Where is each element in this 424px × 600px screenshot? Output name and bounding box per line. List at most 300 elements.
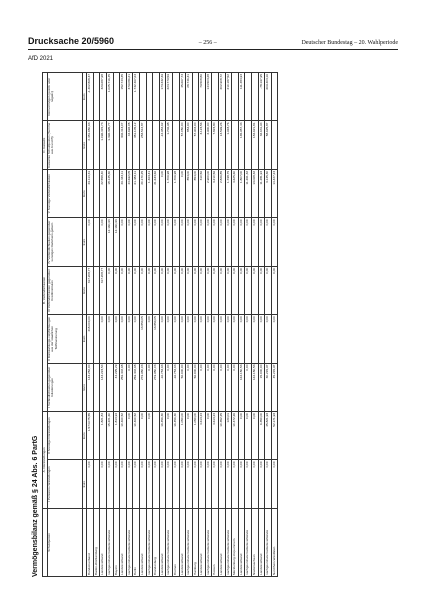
- table-cell: [106, 363, 113, 411]
- table-cell: -1.402.868,37: [87, 73, 94, 122]
- column-header: IV Verbindlichkeiten gegenüber sonstigen Darlehens-gebern: [47, 218, 82, 266]
- row-label: Hessen: [212, 508, 219, 576]
- table-cell: 120,01: [225, 411, 232, 459]
- column-header: III Verbindlichkeiten gegenüber Kreditinstituten: [47, 266, 82, 314]
- table-cell: 0,00: [139, 411, 146, 459]
- table-row: [133, 73, 140, 577]
- table-cell: 56.000,00: [192, 363, 199, 411]
- table-cell: 0,00: [212, 218, 219, 266]
- table-cell: 45.215,97: [271, 363, 278, 411]
- table-cell: [232, 121, 239, 169]
- table-cell: 1.706,98: [166, 169, 173, 217]
- table-cell: [153, 121, 160, 169]
- table-cell: 0,00: [219, 266, 226, 314]
- table-cell: 111.483,93: [238, 73, 245, 122]
- table-cell: [245, 73, 252, 122]
- table-cell: 854,00: [186, 169, 193, 217]
- unit-cell: Euro: [82, 73, 87, 122]
- column-header: V Sonstige Verbindlichkeiten: [47, 169, 82, 217]
- table-cell: 0,00: [159, 169, 166, 217]
- table-cell: 0,00: [199, 218, 206, 266]
- table-cell: [212, 73, 219, 122]
- table-cell: 4.613,24: [199, 411, 206, 459]
- column-header: Gesamte Schuldposten (Summe aus A und B): [47, 121, 82, 169]
- column-header: Schuldposten: [47, 508, 82, 576]
- table-cell: 0,00: [166, 315, 173, 363]
- table-cell: 32.631,94: [258, 121, 265, 169]
- table-cell: [271, 121, 278, 169]
- row-label: Landesverband: [199, 508, 206, 576]
- row-label: Niedersachsen: [252, 508, 259, 576]
- row-label: Bundesverband: [87, 508, 94, 576]
- table-row: [120, 73, 127, 577]
- row-label: nachgeordnete Gebietsverbände: [245, 508, 252, 576]
- table-row: [87, 73, 94, 577]
- table-cell: 223.779,59: [166, 73, 173, 122]
- row-label: Berlin: [133, 508, 140, 576]
- table-cell: 1.396.395,77: [106, 121, 113, 169]
- unit-cell: Euro: [82, 266, 87, 314]
- table-cell: 10.352,25: [219, 411, 226, 459]
- table-cell: 0,00: [225, 363, 232, 411]
- row-label: Mecklenburg-Vorpommern: [232, 508, 239, 576]
- table-cell: 0,00: [87, 460, 94, 508]
- table-cell: 0,00: [258, 460, 265, 508]
- table-cell: 351.105,12: [133, 121, 140, 169]
- table-cell: 0,00: [166, 266, 173, 314]
- table-cell: 0,00: [153, 266, 160, 314]
- table-cell: 1.813,94: [113, 411, 120, 459]
- row-label: Bayern: [113, 508, 120, 576]
- table-cell: 0,00: [232, 363, 239, 411]
- table-row: [219, 73, 226, 577]
- table-cell: 0,00: [232, 315, 239, 363]
- column-header: I Pensions-rückstellungen: [47, 460, 82, 508]
- table-cell: 0,00: [126, 363, 133, 411]
- table-row: [199, 73, 206, 577]
- row-label: nachgeordnete Gebietsverbände: [186, 508, 193, 576]
- table-cell: 0,00: [133, 460, 140, 508]
- table-cell: [172, 121, 179, 169]
- table-cell: 259.402,68: [133, 363, 140, 411]
- table-cell: 0,00: [146, 460, 153, 508]
- table-cell: 0,00: [172, 315, 179, 363]
- unit-cell: Euro: [82, 121, 87, 169]
- table-cell: [146, 73, 153, 122]
- table-cell: 0,00: [238, 218, 245, 266]
- table-cell: 10.460,52: [133, 411, 140, 459]
- table-cell: 57.904,00: [192, 121, 199, 169]
- table-cell: 0,00: [258, 266, 265, 314]
- row-label: Hamburg: [192, 508, 199, 576]
- table-cell: 3.210,56: [212, 169, 219, 217]
- unit-cell: Euro: [82, 363, 87, 411]
- unit-cell: Euro: [82, 460, 87, 508]
- table-cell: 0,00: [238, 411, 245, 459]
- table-cell: 79.508,86: [199, 73, 206, 122]
- row-label: nachgeordnete Gebietsverbände: [225, 508, 232, 576]
- header-rule: [28, 49, 398, 50]
- table-cell: 44.692,05: [126, 169, 133, 217]
- unit-cell: Euro: [82, 169, 87, 217]
- row-label: Baden-Württemberg: [93, 508, 100, 576]
- table-cell: 0,00: [252, 315, 259, 363]
- row-label: Landesverband: [238, 508, 245, 576]
- table-cell: 164.150,53: [238, 363, 245, 411]
- row-label: Landesverband: [219, 508, 226, 576]
- table-cell: 0,00: [271, 460, 278, 508]
- table-cell: 0,00: [153, 460, 160, 508]
- row-label: nachgeordnete Gebietsverbände: [146, 508, 153, 576]
- table-cell: 0,00: [120, 266, 127, 314]
- balance-sheet-table: [42, 72, 278, 577]
- table-cell: 0,00: [238, 460, 245, 508]
- table-cell: 0,00: [232, 218, 239, 266]
- table-cell: 0,00: [159, 218, 166, 266]
- table-cell: 0,00: [205, 460, 212, 508]
- table-cell: [93, 169, 100, 217]
- table-cell: 152.743,35: [120, 73, 127, 122]
- table-cell: 609.403,16: [265, 73, 272, 122]
- table-cell: 0,00: [159, 315, 166, 363]
- table-cell: [113, 121, 120, 169]
- table-cell: 0,00: [199, 460, 206, 508]
- column-header: I Verbindlichkeiten gegenüber Gliederungen: [47, 363, 82, 411]
- table-cell: 0,00: [100, 218, 107, 266]
- table-cell: 0,00: [133, 315, 140, 363]
- table-cell: [139, 73, 146, 122]
- table-row: [153, 73, 160, 577]
- table-row: [146, 73, 153, 577]
- table-cell: 0,00: [192, 218, 199, 266]
- table-cell: 2.900,00: [205, 121, 212, 169]
- table-cell: 0,00: [258, 315, 265, 363]
- table-cell: 3.123,56: [199, 121, 206, 169]
- table-cell: 0,00: [179, 266, 186, 314]
- column-header: II Sonstige Rückstellungen: [47, 411, 82, 459]
- table-cell: 279.950,03: [153, 363, 160, 411]
- table-cell: 0,00: [106, 266, 113, 314]
- table-cell: 0,00: [245, 411, 252, 459]
- table-cell: 0,00: [126, 460, 133, 508]
- rotated-table: [30, 72, 398, 577]
- table-cell: 0,00: [271, 315, 278, 363]
- table-cell: 379.086,21: [126, 73, 133, 122]
- table-cell: 279.950,03: [139, 363, 146, 411]
- table-row: [93, 73, 100, 577]
- table-cell: 143.252,00: [87, 363, 94, 411]
- table-cell: 1.706,98: [172, 169, 179, 217]
- table-row: [106, 73, 113, 577]
- table-cell: 0,00: [120, 218, 127, 266]
- table-cell: 13.599,26: [219, 121, 226, 169]
- table-cell: [93, 266, 100, 314]
- table-cell: 29.114,31: [87, 169, 94, 217]
- row-label: Nordrhein-Westfalen: [271, 508, 278, 576]
- table-cell: 0,00: [245, 218, 252, 266]
- table-cell: 10.460,52: [120, 411, 127, 459]
- column-header-row: [47, 73, 82, 577]
- table-cell: 0,00: [146, 315, 153, 363]
- table-cell: 2.481.650,63: [87, 121, 94, 169]
- table-cell: 4.625,60: [232, 169, 239, 217]
- unit-cell: Euro: [82, 411, 87, 459]
- table-cell: 4.613,24: [212, 411, 219, 459]
- table-cell: 15.000,00: [258, 363, 265, 411]
- table-cell: 0,00: [245, 266, 252, 314]
- table-cell: 0,00: [192, 266, 199, 314]
- table-row: [113, 73, 120, 577]
- table-cell: 15.221,60: [106, 411, 113, 459]
- table-cell: 0,00: [245, 363, 252, 411]
- table-cell: 0,00: [271, 218, 278, 266]
- table-cell: [93, 315, 100, 363]
- group-header: C. Gesamt: [43, 121, 48, 169]
- table-cell: 0,00: [166, 460, 173, 508]
- table-cell: 1.807,00: [238, 169, 245, 217]
- table-cell: 1.821,84: [100, 411, 107, 459]
- table-row: [265, 73, 272, 577]
- table-cell: 10.472,26: [232, 411, 239, 459]
- table-cell: 57.050,00: [179, 121, 186, 169]
- table-cell: 0,00: [120, 460, 127, 508]
- table-cell: 202.908,72: [219, 73, 226, 122]
- row-label: Brandenburg: [153, 508, 160, 576]
- table-row: [212, 73, 219, 577]
- table-cell: [153, 73, 160, 122]
- table-cell: 306.413,07: [120, 121, 127, 169]
- table-cell: 6.350,00: [258, 411, 265, 459]
- table-cell: 26.443,11: [120, 169, 127, 217]
- table-cell: 12.160,93: [113, 218, 120, 266]
- table-cell: 0,00: [186, 411, 193, 459]
- row-label: Landesverband: [258, 508, 265, 576]
- table-cell: 56.000,00: [179, 363, 186, 411]
- table-cell: 0,00: [205, 266, 212, 314]
- row-label: Landesverband: [100, 508, 107, 576]
- table-cell: 0,00: [219, 218, 226, 266]
- table-cell: 58.625,87: [265, 121, 272, 169]
- row-label: Bremen: [172, 508, 179, 576]
- table-cell: 418.000,00: [87, 315, 94, 363]
- table-cell: 0,00: [146, 411, 153, 459]
- table-cell: 1.574.075,55: [87, 411, 94, 459]
- table-cell: 1.706,98: [166, 121, 173, 169]
- table-cell: 0,00: [186, 315, 193, 363]
- table-row: [166, 73, 173, 577]
- table-cell: 18.145,30: [106, 169, 113, 217]
- table-cell: 1.463,41: [146, 169, 153, 217]
- table-cell: [93, 121, 100, 169]
- table-cell: [93, 460, 100, 508]
- table-cell: 1.732.467,63: [133, 73, 140, 122]
- table-cell: 0,00: [258, 218, 265, 266]
- table-cell: 0,00: [192, 315, 199, 363]
- table-cell: 1.918,76: [225, 121, 232, 169]
- table-cell: 0,00: [100, 315, 107, 363]
- row-label: Landesverband: [139, 508, 146, 576]
- table-cell: 7.823,80: [212, 121, 219, 169]
- table-cell: -12.984,62: [159, 121, 166, 169]
- table-cell: 30.215,97: [265, 363, 272, 411]
- table-cell: 0,00: [212, 266, 219, 314]
- table-cell: [245, 121, 252, 169]
- table-cell: 0,00: [146, 218, 153, 266]
- table-cell: 0,00: [179, 218, 186, 266]
- table-cell: 1.798,75: [225, 169, 232, 217]
- table-cell: 0,00: [126, 411, 133, 459]
- table-cell: 0,00: [225, 218, 232, 266]
- table-cell: 0,00: [265, 218, 272, 266]
- column-header: II Rückzahlungs-verpflichtungen aus der staatlichen Teilfinanzierung: [47, 315, 82, 363]
- table-row: [252, 73, 259, 577]
- table-cell: 164.150,53: [252, 363, 259, 411]
- table-cell: 317.208,77: [87, 266, 94, 314]
- table-cell: 0,00: [205, 315, 212, 363]
- table-cell: 0,00: [159, 460, 166, 508]
- table-cell: 0,00: [179, 460, 186, 508]
- table-cell: 0,00: [265, 315, 272, 363]
- table-cell: -16.784,63: [172, 363, 179, 411]
- table-cell: 854,00: [186, 121, 193, 169]
- table-cell: 0,00: [252, 460, 259, 508]
- table-cell: 173.332,39: [159, 73, 166, 122]
- table-cell: 22.558,40: [100, 169, 107, 217]
- rotated-table-area: [30, 72, 398, 577]
- table-cell: 0,00: [133, 218, 140, 266]
- table-cell: [153, 411, 160, 459]
- table-cell: 0,00: [126, 266, 133, 314]
- table-cell: 0,00: [153, 218, 160, 266]
- table-cell: 144.503,28: [205, 73, 212, 122]
- table-cell: 854,00: [192, 169, 199, 217]
- table-cell: 0,00: [205, 363, 212, 411]
- table-cell: 0,00: [265, 266, 272, 314]
- table-cell: 0,00: [166, 218, 173, 266]
- table-cell: 11.281,94: [258, 169, 265, 217]
- table-row: [126, 73, 133, 577]
- table-cell: 0,00: [212, 315, 219, 363]
- table-cell: 0,00: [252, 218, 259, 266]
- table-cell: 0,00: [225, 460, 232, 508]
- table-cell: 0,00: [106, 315, 113, 363]
- table-cell: 0,00: [113, 460, 120, 508]
- table-cell: -16.784,63: [159, 363, 166, 411]
- table-cell: 20.170,25: [139, 169, 146, 217]
- table-cell: [93, 363, 100, 411]
- table-cell: 0,00: [87, 218, 94, 266]
- table-cell: 0,00: [238, 266, 245, 314]
- table-cell: 11.261,32: [245, 169, 252, 217]
- table-cell: 45.667,73: [179, 73, 186, 122]
- table-cell: 0,00: [186, 266, 193, 314]
- table-cell: 0,00: [186, 218, 193, 266]
- table-cell: [232, 73, 239, 122]
- page-number: – 256 –: [198, 40, 217, 46]
- table-row: [139, 73, 146, 577]
- table-cell: 0,00: [186, 363, 193, 411]
- table-row: [232, 73, 239, 577]
- table-cell: 0,00: [252, 266, 259, 314]
- table-cell: 3.145,30: [265, 169, 272, 217]
- table-cell: [93, 218, 100, 266]
- table-cell: 0,00: [133, 266, 140, 314]
- table-cell: 0,00: [219, 315, 226, 363]
- table-row: [172, 73, 179, 577]
- table-cell: 0,00: [199, 363, 206, 411]
- table-cell: [271, 73, 278, 122]
- table-cell: 329.687,98: [100, 73, 107, 122]
- table-cell: 0,00: [166, 363, 173, 411]
- table-cell: 310,56: [199, 169, 206, 217]
- unit-cell: Euro: [82, 315, 87, 363]
- table-cell: 61.483,11: [133, 169, 140, 217]
- table-cell: 0,00: [172, 218, 179, 266]
- table-cell: [252, 73, 259, 122]
- table-row: [271, 73, 278, 577]
- table-cell: 165.957,43: [238, 121, 245, 169]
- row-label: Landesverband: [120, 508, 127, 576]
- table-cell: 0,00: [225, 315, 232, 363]
- table-row: [225, 73, 232, 577]
- table-cell: 12.160,93: [106, 218, 113, 266]
- table-cell: 13.068,32: [252, 169, 259, 217]
- row-label: nachgeordnete Gebietsverbände: [265, 508, 272, 576]
- table-row: [186, 73, 193, 577]
- table-row: [245, 73, 252, 577]
- group-header: B. Verbindlichkeiten: [43, 169, 48, 411]
- table-cell: 317.208,77: [100, 266, 107, 314]
- table-body: [87, 73, 278, 577]
- table-cell: 0,00: [205, 411, 212, 459]
- table-cell: 28.746,31: [186, 73, 193, 122]
- table-cell: 184.621,81: [252, 121, 259, 169]
- table-cell: 0,00: [199, 266, 206, 314]
- table-cell: 143.223,54: [100, 363, 107, 411]
- table-cell: 0,00: [199, 315, 206, 363]
- table-cell: 0,00: [212, 460, 219, 508]
- table-cell: 0,00: [166, 411, 173, 459]
- table-cell: 0,00: [113, 315, 120, 363]
- table-cell: [192, 73, 199, 122]
- table-cell: 0,00: [146, 363, 153, 411]
- table-cell: 0,00: [205, 218, 212, 266]
- table-row: [258, 73, 265, 577]
- table-cell: [93, 411, 100, 459]
- table-cell: 0,00: [126, 218, 133, 266]
- table-cell: 0,00: [245, 460, 252, 508]
- table-cell: 0,00: [271, 266, 278, 314]
- table-cell: 0,00: [212, 363, 219, 411]
- table-cell: 44.225,29: [113, 363, 120, 411]
- table-cell: 21.633,66: [153, 169, 160, 217]
- table-cell: 0,00: [113, 266, 120, 314]
- table-row: [100, 73, 107, 577]
- table-cell: 2.900,00: [205, 169, 212, 217]
- table-cell: 13.850,05: [139, 315, 146, 363]
- table-cell: 0,00: [219, 460, 226, 508]
- table-cell: 0,00: [139, 218, 146, 266]
- table-cell: [146, 121, 153, 169]
- table-cell: 0,00: [232, 266, 239, 314]
- table-cell: 52.171,93: [271, 411, 278, 459]
- document-number: Drucksache 20/5960: [28, 36, 115, 46]
- table-cell: 0,00: [139, 266, 146, 314]
- table-cell: [113, 73, 120, 122]
- table-cell: 1.096.415,73: [100, 121, 107, 169]
- group-header: A. Rückstellungen: [43, 411, 48, 508]
- table-cell: [113, 169, 120, 217]
